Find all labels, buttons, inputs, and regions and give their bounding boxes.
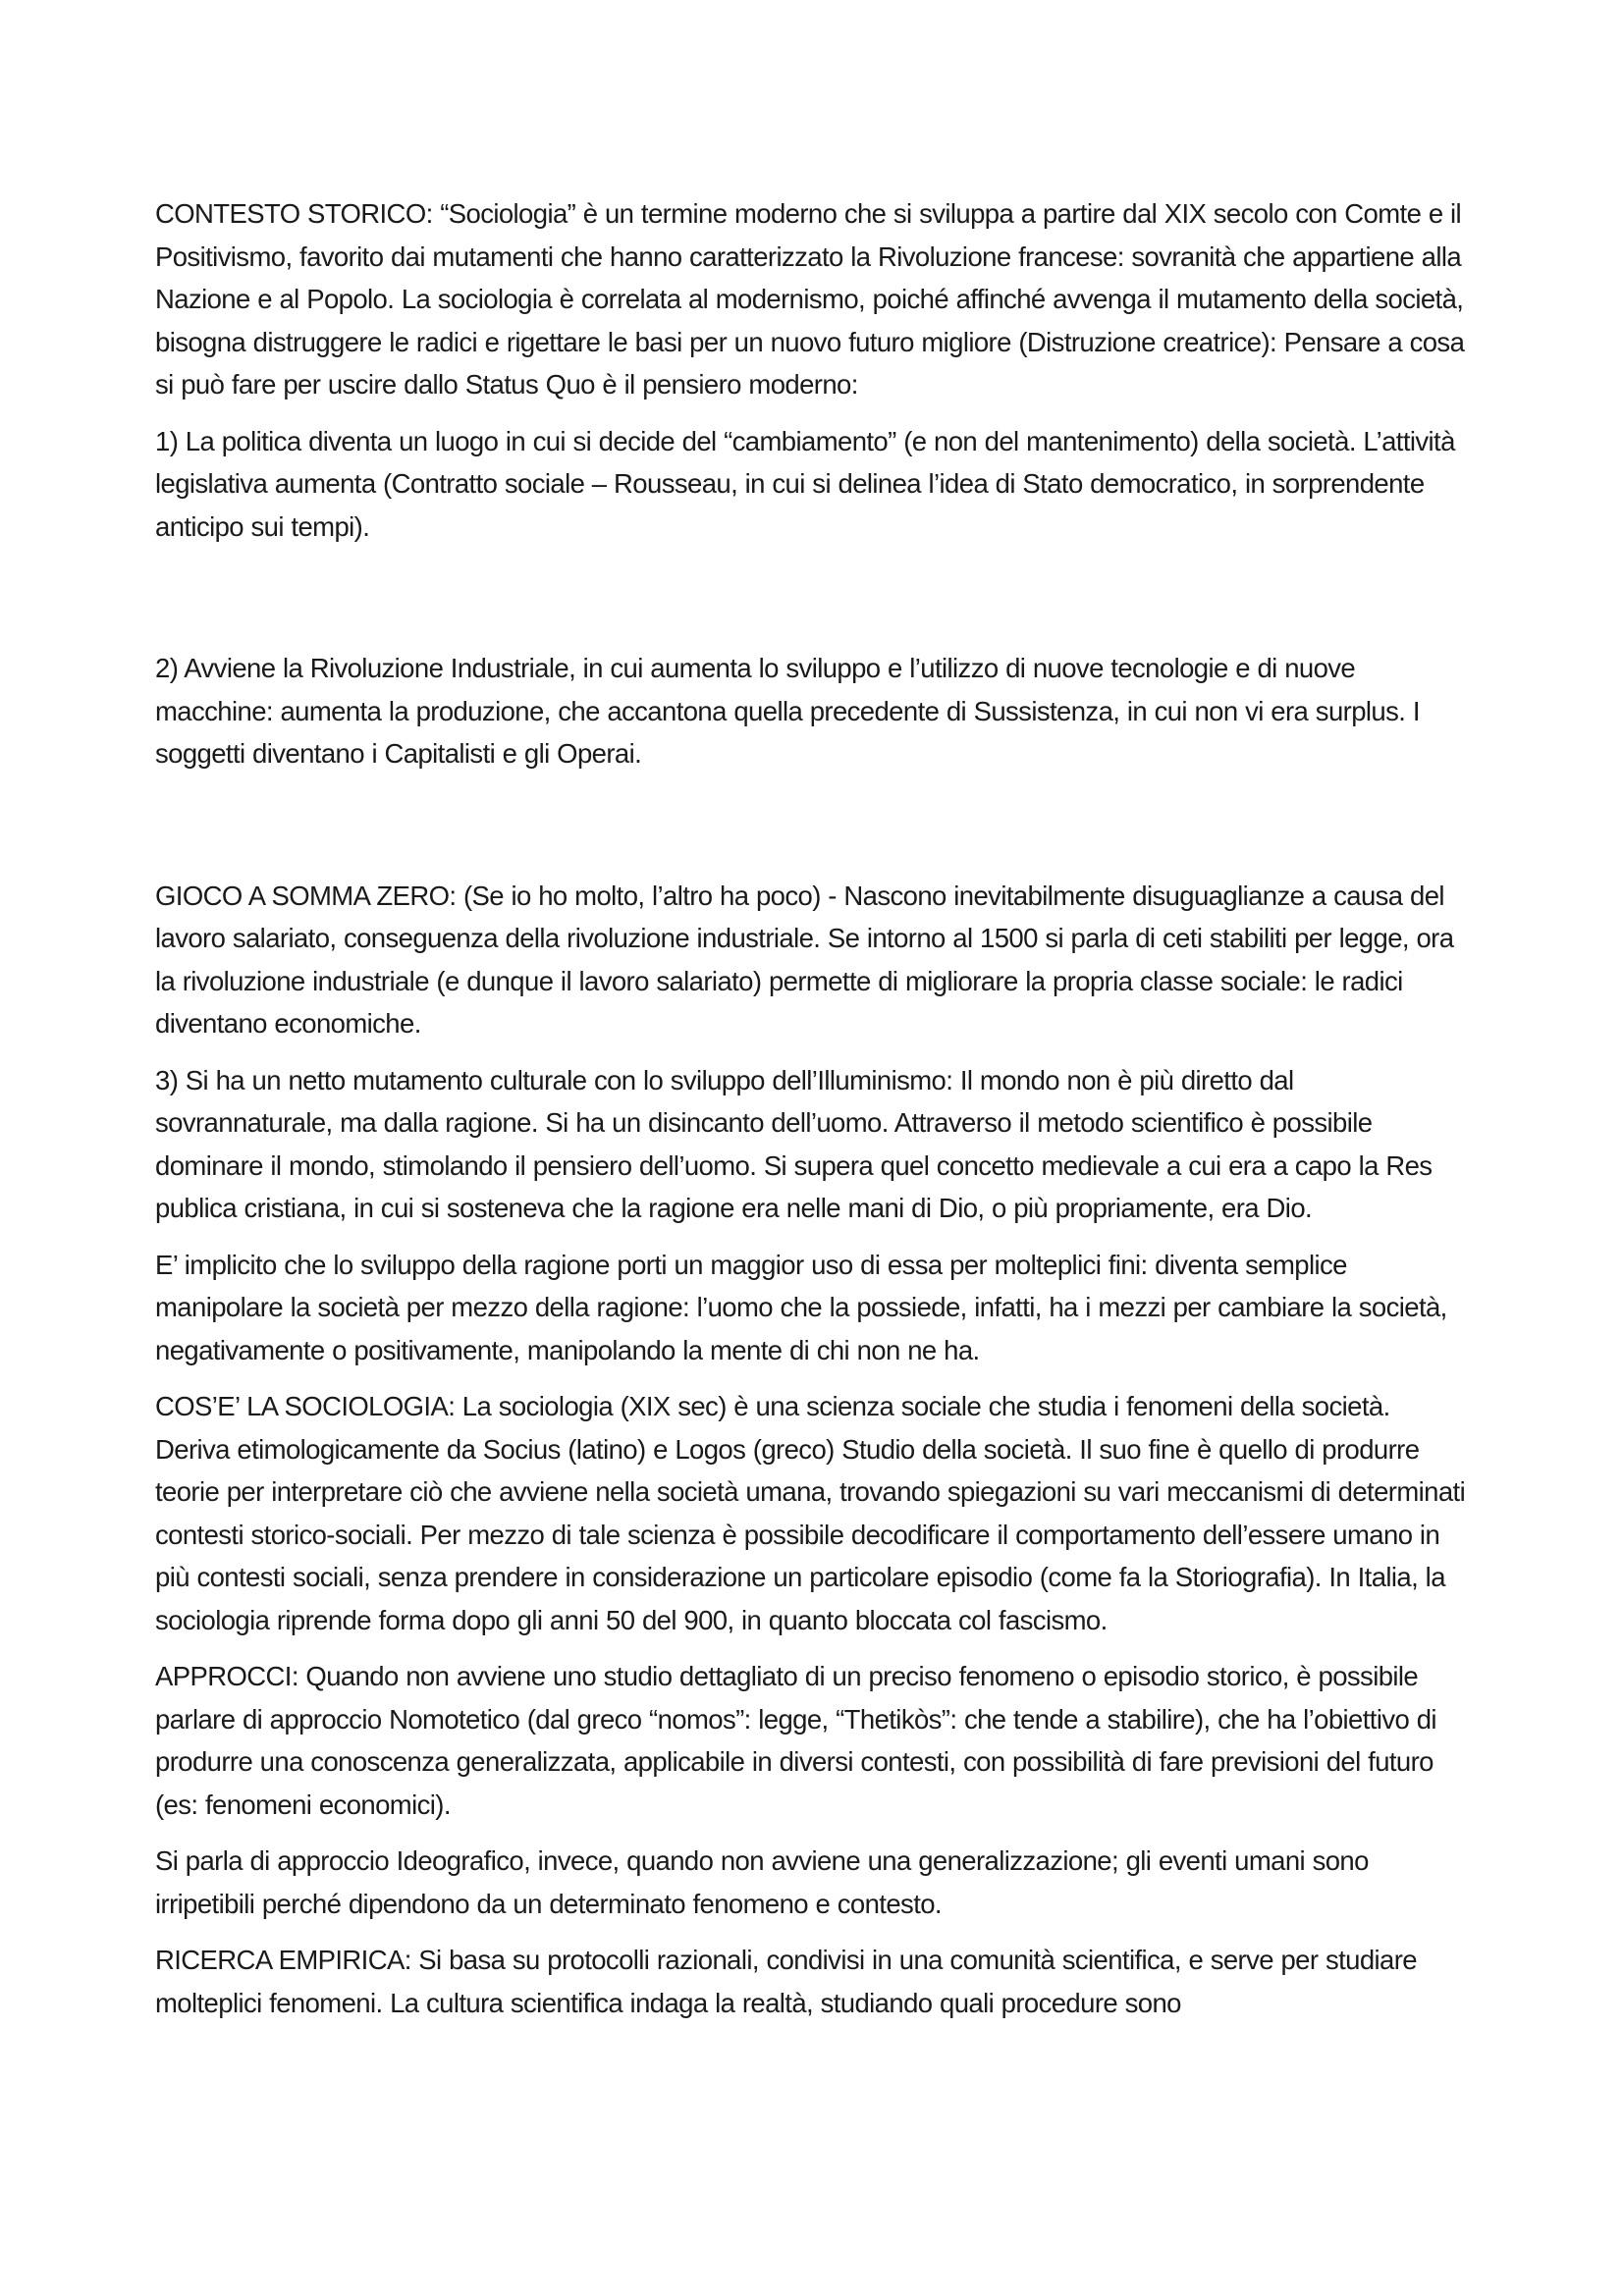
- paragraph-text: Quando non avviene uno studio dettagliato di un preciso fenomeno o episodio storico, è possibile parlare di approccio Nomotetico (dal greco “nomos”: legge, “Thetikòs”: che tende a stabilire), che ha l’obiettivo di produrre una conoscenza generalizzata, applicabile in diversi contesti, con possibilità di fare previsioni del futuro (es: fenomeni economici).: [155, 1661, 1436, 1820]
- paragraph-text: “Sociologia” è un termine moderno che si sviluppa a partire dal XIX secolo con Comte e il Positivismo, favorito dai mutamenti che hanno caratterizzato la Rivoluzione francese: sovranità che appartiene alla Nazione e al Popolo. La sociologia è correlata al modernismo, poiché affinché avvenga il mutamento della società, bisogna distruggere le radici e rigettare le basi per un nuovo futuro migliore (Distruzione creatrice): Pensare a cosa si può fare per uscire dallo Status Quo è il pensiero moderno:: [155, 198, 1465, 400]
- paragraph-text: 2) Avviene la Rivoluzione Industriale, in cui aumenta lo sviluppo e l’utilizzo di nuove tecnologie e di nuove macchine: aumenta la produzione, che accantona quella precedente di Sussistenza, in cui non vi era surplus. I soggetti diventano i Capitalisti e gli Operai.: [155, 653, 1420, 769]
- paragraph-text: Si basa su protocolli razionali, condivisi in una comunità scientifica, e serve per studiare molteplici fenomeni. La cultura scientifica indaga la realtà, studiando quali procedure sono: [155, 1945, 1418, 2018]
- heading-gioco-somma-zero: GIOCO A SOMMA ZERO:: [155, 880, 457, 911]
- paragraph-point-1: [155, 420, 1471, 549]
- document-page: [155, 192, 1471, 2024]
- paragraph-ricerca-empirica: [155, 1939, 1471, 2024]
- heading-contesto-storico: CONTESTO STORICO:: [155, 198, 433, 229]
- paragraph-text: (Se io ho molto, l’altro ha poco) - Nascono inevitabilmente disuguaglianze a causa del lavoro salariato, conseguenza della rivoluzione industriale. Se intorno al 1500 si parla di ceti stabiliti per legge, ora la rivoluzione industriale (e dunque il lavoro salariato) permette di migliorare la propria classe sociale: le radici diventano economiche.: [155, 880, 1454, 1039]
- paragraph-ideografico: [155, 1840, 1471, 1925]
- paragraph-point-2: [155, 647, 1471, 775]
- paragraph-gioco-somma-zero: [155, 875, 1471, 1045]
- heading-cos-e-la-sociologia: COS’E’ LA SOCIOLOGIA:: [155, 1391, 456, 1421]
- paragraph-text: 1) La politica diventa un luogo in cui si decide del “cambiamento” (e non del mantenimento) della società. L’attività legislativa aumenta (Contratto sociale – Rousseau, in cui si delinea l’idea di Stato democratico, in sorprendente anticipo sui tempi).: [155, 425, 1455, 542]
- heading-approcci: APPROCCI:: [155, 1661, 298, 1691]
- paragraph-text: Si parla di approccio Ideografico, invece, quando non avviene una generalizzazione; gli eventi umani sono irripetibili perché dipendono da un determinato fenomeno e contesto.: [155, 1845, 1369, 1919]
- heading-ricerca-empirica: RICERCA EMPIRICA:: [155, 1945, 411, 1975]
- paragraph-implicito: [155, 1244, 1471, 1372]
- paragraph-text: E’ implicito che lo sviluppo della ragione porti un maggior uso di essa per molteplici fini: diventa semplice manipolare la società per mezzo della ragione: l’uomo che la possiede, infatti, ha i mezzi per cambiare la società, negativamente o positivamente, manipolando la mente di chi non ne ha.: [155, 1249, 1447, 1365]
- paragraph-text: 3) Si ha un netto mutamento culturale con lo sviluppo dell’Illuminismo: Il mondo non è più diretto dal sovrannaturale, ma dalla ragione. Si ha un disincanto dell’uomo. Attraverso il metodo scientifico è possibile dominare il mondo, stimolando il pensiero dell’uomo. Si supera quel concetto medievale a cui era a capo la Res publica cristiana, in cui si sosteneva che la ragione era nelle mani di Dio, o più propriamente, era Dio.: [155, 1064, 1433, 1223]
- paragraph-text: La sociologia (XIX sec) è una scienza sociale che studia i fenomeni della società. Deriva etimologicamente da Socius (latino) e Logos (greco) Studio della società. Il suo fine è quello di produrre teorie per interpretare ciò che avviene nella società umana, trovando spiegazioni su vari meccanismi di determinati contesti storico-sociali. Per mezzo di tale scienza è possibile decodificare il comportamento dell’essere umano in più contesti sociali, senza prendere in considerazione un particolare episodio (come fa la Storiografia). In Italia, la sociologia riprende forma dopo gli anni 50 del 900, in quanto bloccata col fascismo.: [155, 1391, 1466, 1635]
- paragraph-approcci: [155, 1655, 1471, 1826]
- paragraph-cos-e-la-sociologia: [155, 1385, 1471, 1641]
- paragraph-contesto-storico: [155, 192, 1471, 406]
- paragraph-point-3: [155, 1059, 1471, 1230]
